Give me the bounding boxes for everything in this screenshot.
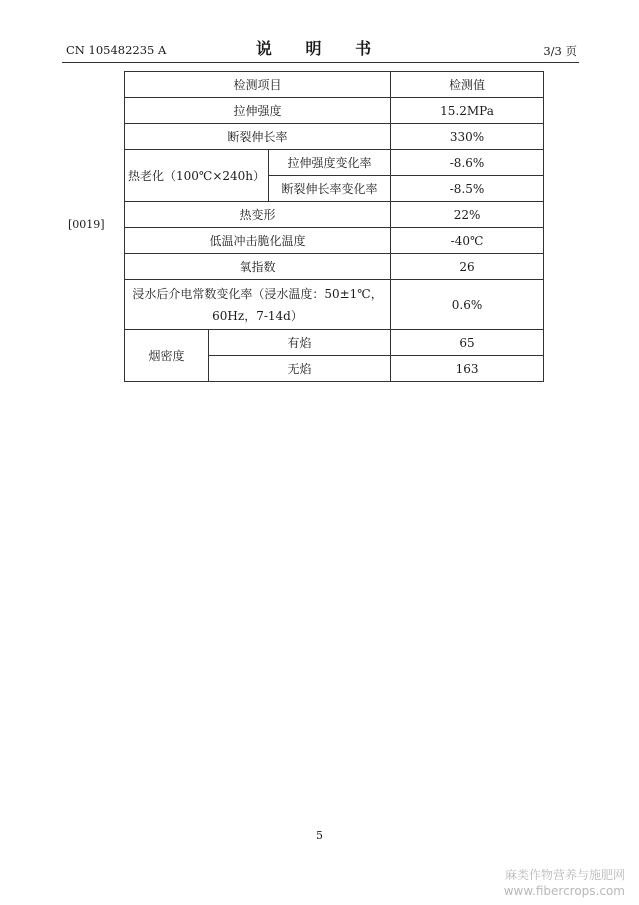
page-number: 5	[316, 829, 323, 842]
row-value: 163	[391, 356, 544, 382]
header-item-cell: 检测项目	[125, 72, 391, 98]
patent-number: CN 105482235 A	[66, 43, 167, 57]
watermark	[504, 867, 625, 899]
heat-aging-label: 热老化（100℃×240h）	[125, 150, 269, 202]
page-indicator: 3/3 页	[543, 44, 577, 58]
header-value-cell: 检测值	[391, 72, 544, 98]
row-label: 热变形	[125, 202, 391, 228]
row-label: 低温冲击脆化温度	[125, 228, 391, 254]
watermark-line2: www.fibercrops.com	[503, 884, 625, 898]
smoke-density-label: 烟密度	[125, 330, 209, 382]
row-value: 330%	[391, 124, 544, 150]
paragraph-number: [0019]	[68, 218, 105, 231]
table-row	[125, 124, 544, 150]
dielectric-label-line2: 60Hz，7-14d）	[212, 308, 303, 323]
row-value: 0.6%	[391, 280, 544, 330]
row-label: 氧指数	[125, 254, 391, 280]
table-row	[125, 254, 544, 280]
row-label: 拉伸强度	[125, 98, 391, 124]
row-value: -40℃	[391, 228, 544, 254]
row-label: 断裂伸长率	[125, 124, 391, 150]
row-label: 无焰	[209, 356, 391, 382]
dielectric-label	[125, 280, 391, 330]
header-divider	[62, 62, 579, 63]
row-value: 15.2MPa	[391, 98, 544, 124]
table-row	[125, 330, 544, 356]
row-label: 拉伸强度变化率	[269, 150, 391, 176]
row-value: -8.5%	[391, 176, 544, 202]
table-row	[125, 228, 544, 254]
table-row	[125, 280, 544, 330]
table-header-row	[125, 72, 544, 98]
row-value: -8.6%	[391, 150, 544, 176]
document-title: 说 明 书	[255, 39, 386, 58]
page-header	[62, 34, 579, 64]
row-value: 22%	[391, 202, 544, 228]
row-label: 有焰	[209, 330, 391, 356]
row-value: 65	[391, 330, 544, 356]
row-label: 断裂伸长率变化率	[269, 176, 391, 202]
table-row	[125, 202, 544, 228]
table-row	[125, 98, 544, 124]
dielectric-label-line1: 浸水后介电常数变化率（浸水温度：50±1℃，	[132, 286, 383, 301]
table-row	[125, 150, 544, 176]
watermark-line1: 麻类作物营养与施肥网	[504, 868, 625, 882]
test-results-table	[124, 71, 544, 382]
row-value: 26	[391, 254, 544, 280]
